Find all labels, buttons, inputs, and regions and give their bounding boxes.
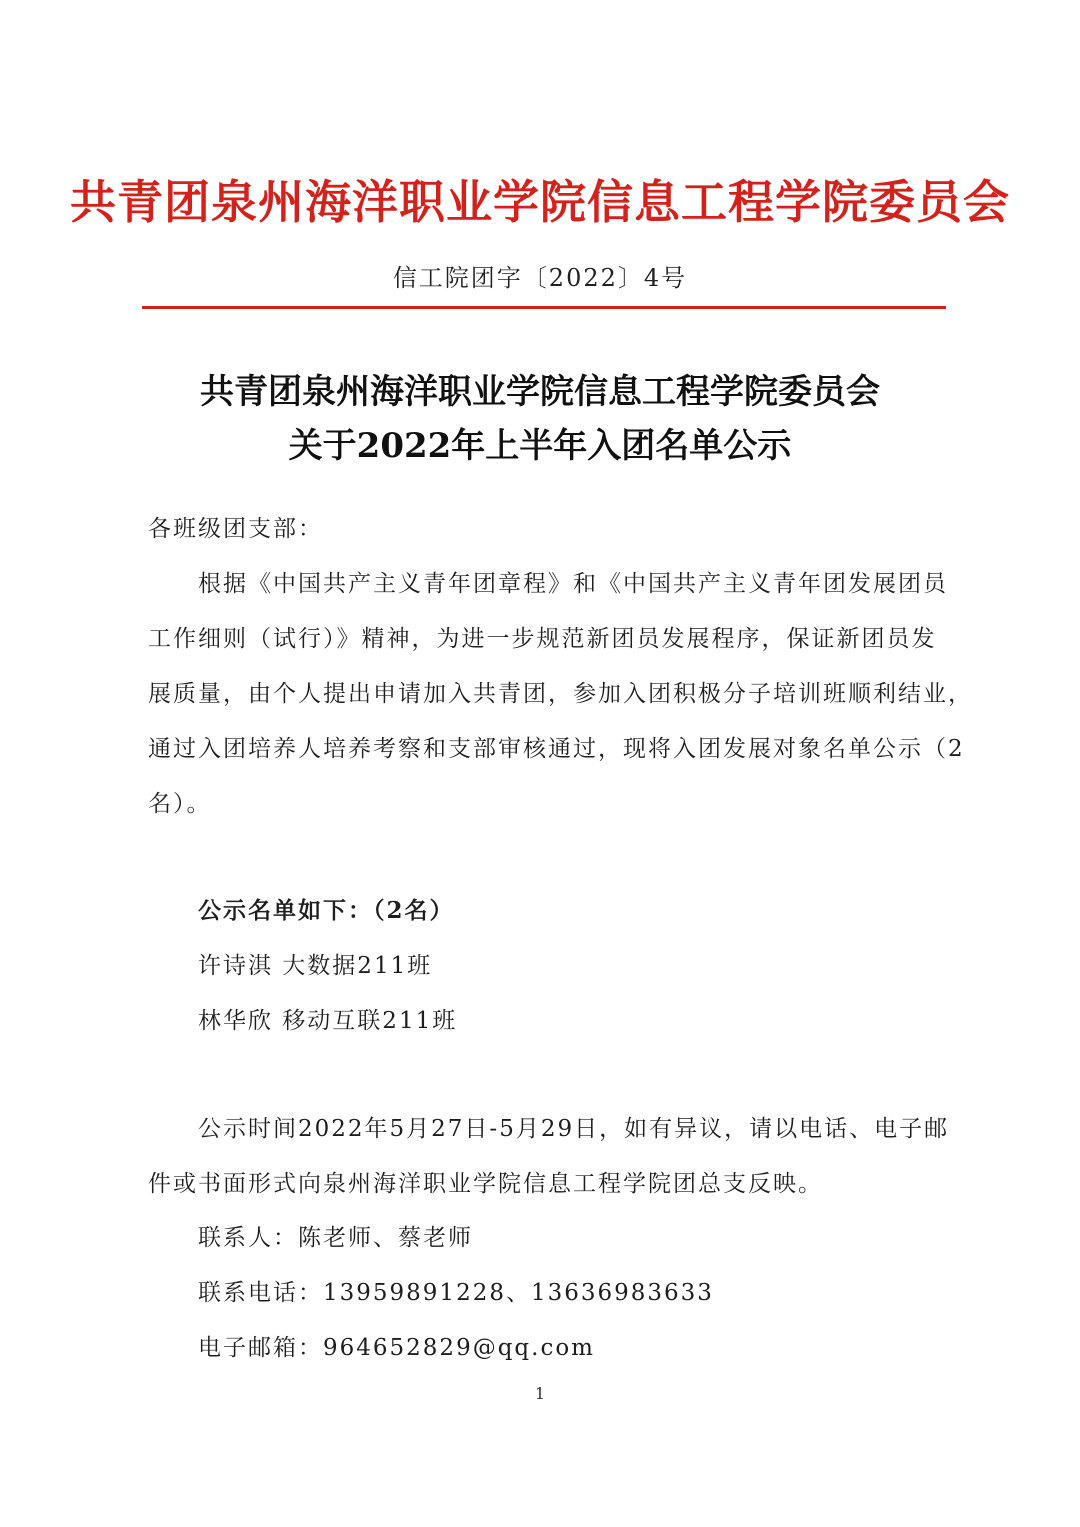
page-number: 1 — [534, 1384, 546, 1403]
list-item: 许诗淇 大数据211班 — [198, 953, 433, 979]
body-line-1: 根据《中国共产主义青年团章程》和《中国共产主义青年团发展团员 — [198, 571, 948, 597]
notice-line-2: 件或书面形式向泉州海洋职业学院信息工程学院团总支反映。 — [148, 1171, 823, 1197]
body-line-4: 通过入团培养人培养考察和支部审核通过，现将入团发展对象名单公示（2 — [148, 736, 965, 762]
contact-person: 联系人：陈老师、蔡老师 — [198, 1225, 473, 1251]
notice-line-1: 公示时间2022年5月27日-5月29日，如有异议，请以电话、电子邮 — [198, 1116, 950, 1142]
document-title-line-2: 关于2022年上半年入团名单公示 — [288, 426, 792, 466]
list-heading: 公示名单如下：（2名） — [198, 897, 455, 924]
document-number: 信工院团字〔2022〕4号 — [392, 264, 688, 292]
contact-email: 电子邮箱：964652829@qq.com — [198, 1335, 595, 1361]
body-line-2: 工作细则（试行）》精神，为进一步规范新团员发展程序，保证新团员发 — [148, 626, 937, 652]
list-item: 林华欣 移动互联211班 — [198, 1008, 458, 1034]
body-line-5: 名）。 — [148, 791, 212, 817]
contact-phone: 联系电话：13959891228、13636983633 — [198, 1280, 714, 1306]
red-divider-line — [142, 306, 946, 309]
body-line-3: 展质量，由个人提出申请加入共青团，参加入团积极分子培训班顺利结业， — [148, 681, 973, 707]
document-title-line-1: 共青团泉州海洋职业学院信息工程学院委员会 — [200, 372, 880, 412]
salutation: 各班级团支部： — [148, 516, 323, 542]
org-red-header: 共青团泉州海洋职业学院信息工程学院委员会 — [70, 175, 1010, 229]
